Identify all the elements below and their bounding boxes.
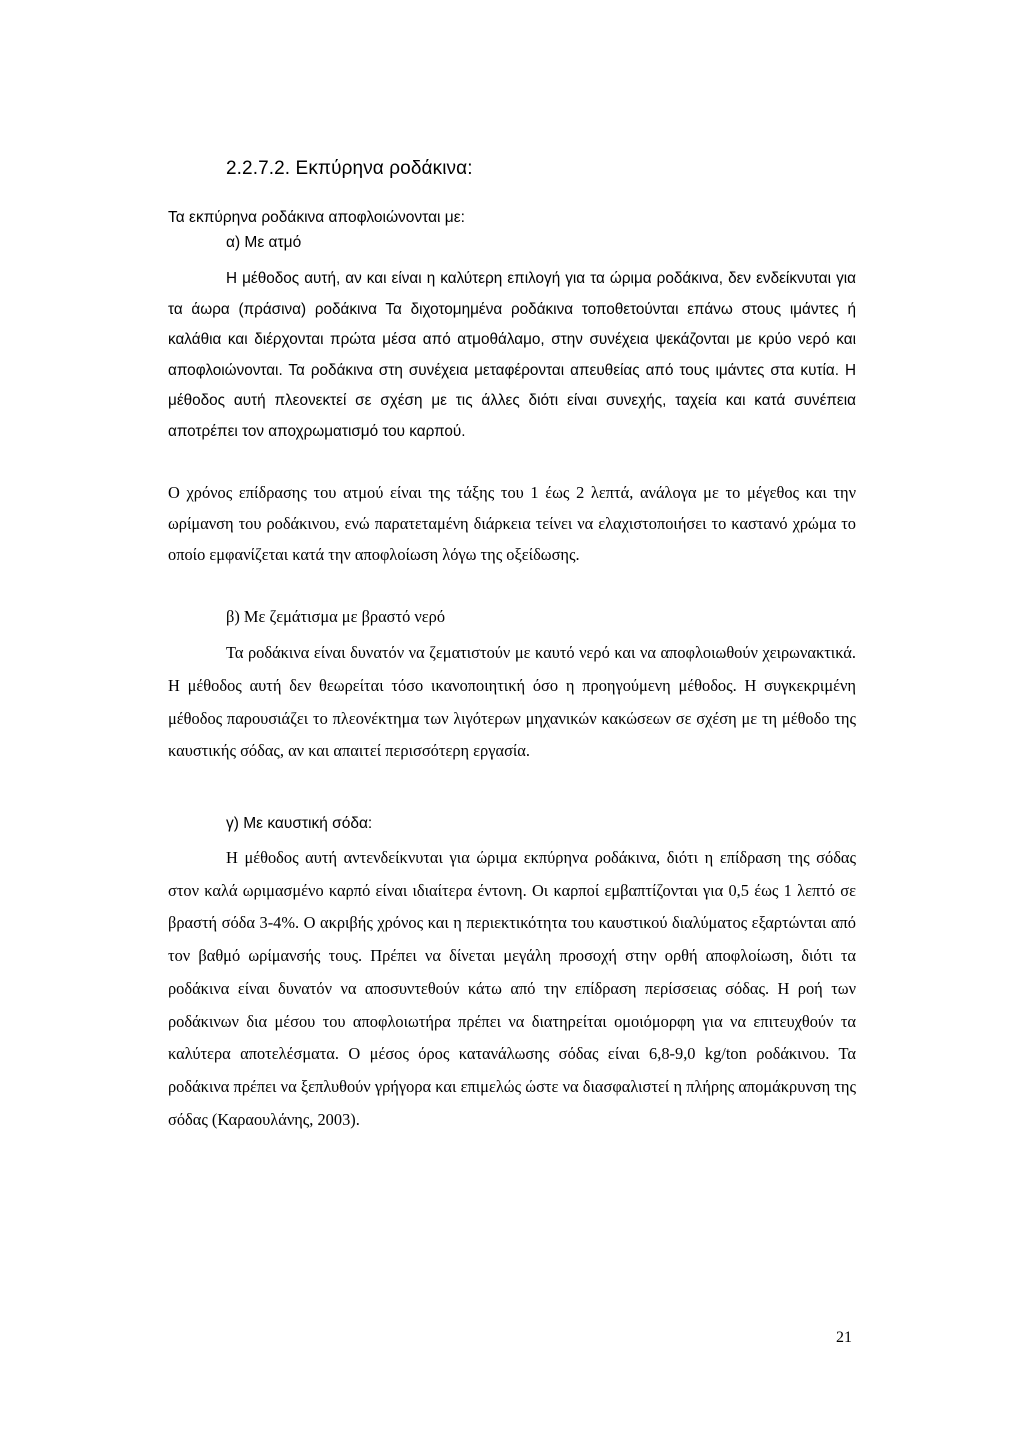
subsection-c-paragraph: Η μέθοδος αυτή αντενδείκνυται για ώριμα εκπύρηνα ροδάκινα, διότι η επίδραση της σόδας στον καλά ωριμασμένο καρπό είναι ιδιαίτερα έντονη. Οι καρποί εμβαπτίζονται για 0,5 έως 1 λεπτό σε βραστή σόδα 3-4%. Ο ακριβής χρόνος και η περιεκτικότητα του καυστικού διαλύματος εξαρτώνται από τον βαθμό ωρίμανσής τους. Πρέπει να δίνεται μεγάλη προσοχή στην ορθή αποφλοίωση, διότι τα ροδάκινα είναι δυνατόν να αποσυντεθούν κάτω από την επίδραση περίσσειας σόδας. Η ροή των ροδάκινων δια μέσου του αποφλοιωτήρα πρέπει να διατηρείται ομοιόμορφη για να επιτευχθούν τα καλύτερα αποτελέσματα. Ο μέσος όρος κατανάλωσης σόδας είναι 6,8-9,0 kg/ton ροδάκινου. Τα ροδάκινα πρέπει να ξεπλυθούν γρήγορα και επιμελώς ώστε να διασφαλιστεί η πλήρης απομάκρυνση της σόδας (Καραουλάνης, 2003). xyxy=(168,848,856,1129)
page-number: 21 xyxy=(836,1329,852,1346)
subsection-a-paragraph-1: Η μέθοδος αυτή, αν και είναι η καλύτερη επιλογή για τα ώριμα ροδάκινα, δεν ενδείκνυται για τα άωρα (πράσινα) ροδάκινα Τα διχοτομημένα ροδάκινα τοποθετούνται επάνω στους ιμάντες ή καλάθια και διέρχονται πρώτα μέσα από ατμοθάλαμο, στην συνέχεια ψεκάζονται με κρύο νερό και αποφλοιώνονται. Τα ροδάκινα στη συνέχεια μεταφέρονται απευθείας από τους ιμάντες στα κυτία. Η μέθοδος αυτή πλεονεκτεί σε σχέση με τις άλλες διότι είναι συνεχής, ταχεία και κατά συνέπεια αποτρέπει τον αποχρωματισμό του καρπού. xyxy=(168,270,856,440)
subsection-b-title: β) Με ζεμάτισμα με βραστό νερό xyxy=(226,607,446,626)
section-heading: 2.2.7.2. Εκπύρηνα ροδάκινα: xyxy=(226,158,473,179)
subsection-b-paragraph: Τα ροδάκινα είναι δυνατόν να ζεματιστούν με καυτό νερό και να αποφλοιωθούν χειρωνακτικά. Η μέθοδος αυτή δεν θεωρείται τόσο ικανοποιητική όσο η προηγούμενη μέθοδος. Η συγκεκριμένη μέθοδος παρουσιάζει το πλεονέκτημα των λιγότερων μηχανικών κακώσεων σε σχέση με τη μέθοδο της καυστικής σόδας, αν και απαιτεί περισσότερη εργασία. xyxy=(168,643,856,761)
intro-text: Τα εκπύρηνα ροδάκινα αποφλοιώνονται με: xyxy=(168,209,465,226)
subsection-a-title: α) Με ατμό xyxy=(226,234,302,251)
subsection-a-paragraph-2: Ο χρόνος επίδρασης του ατμού είναι της τάξης του 1 έως 2 λεπτά, ανάλογα με το μέγεθος και την ωρίμανση του ροδάκινου, ενώ παρατεταμένη διάρκεια τείνει να ελαχιστοποιήσει το καστανό χρώμα το οποίο εμφανίζεται κατά την αποφλοίωση λόγω της οξείδωσης. xyxy=(168,483,856,564)
subsection-c-title: γ) Με καυστική σόδα: xyxy=(226,815,373,832)
